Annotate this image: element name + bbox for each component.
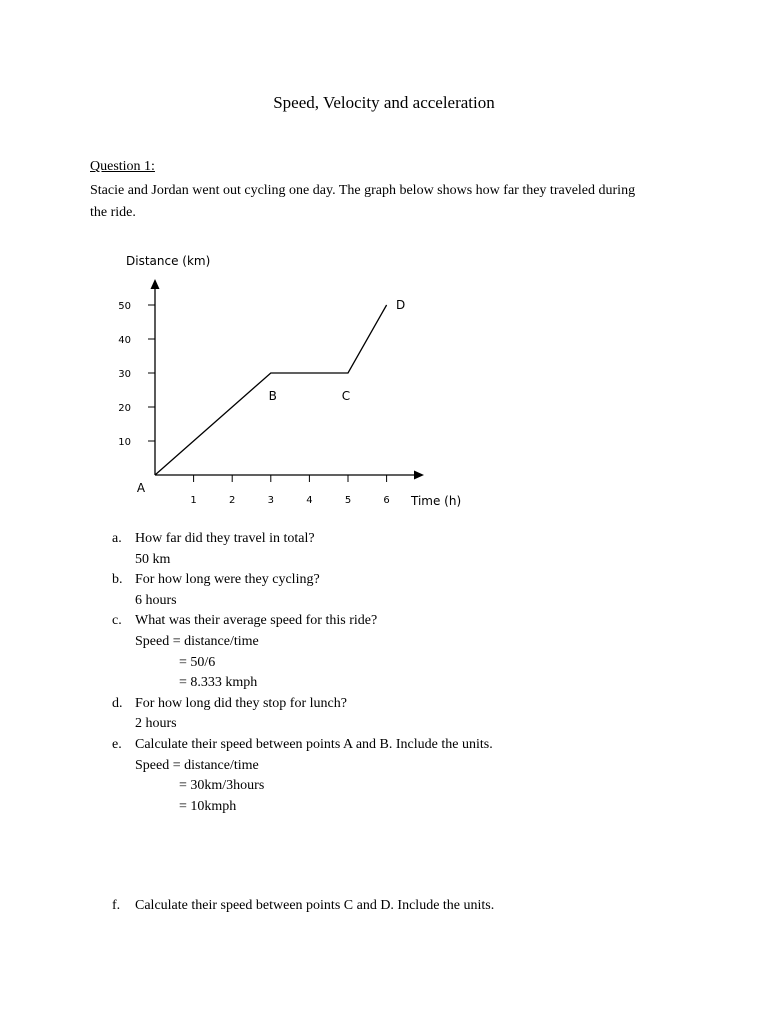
y-tick-label: 10 [118,437,131,448]
point-label: D [395,298,406,312]
item-letter: d. [112,695,123,711]
question-text: Calculate their speed between points C and D. Include the units. [135,898,495,913]
item-body [135,735,672,817]
question-text: For how long were they cycling? [135,572,320,588]
x-axis-arrow [414,471,424,480]
item-body [135,694,672,735]
x-tick-label: 5 [344,495,352,506]
intro-paragraph: Stacie and Jordan went out cycling one day. The graph below shows how far they traveled during the ride. [90,183,636,220]
y-tick-label: 40 [118,335,131,346]
answer-step: = 8.333 kmph [179,675,258,691]
question-text: For how long did they stop for lunch? [135,695,347,711]
answer-step: = 50/6 [179,654,216,670]
answer-text: 2 hours [135,716,177,732]
item-letter: e. [112,736,122,752]
question-item [112,735,672,817]
x-tick-label: 1 [190,495,197,506]
answer-text: 50 km [135,551,171,567]
question-item [112,611,672,693]
answer-text: Speed = distance/time [135,757,259,773]
x-tick-label: 4 [306,495,313,506]
answer-step: = 30km/3hours [179,778,265,794]
question-text: What was their average speed for this ride? [135,613,378,629]
x-tick-label: 6 [383,495,390,506]
x-tick-label: 3 [267,495,274,506]
point-label: A [136,481,146,495]
item-letter: c. [112,613,122,629]
y-axis-label: Distance (km) [126,254,211,268]
answer-step: = 10kmph [179,798,237,814]
item-letter: a. [112,531,122,546]
item-body [135,611,672,693]
answer-text: 6 hours [135,592,177,608]
question-item [112,529,672,570]
item-body [135,570,672,611]
y-tick-label: 20 [118,403,131,414]
y-tick-label: 50 [118,301,131,312]
x-tick-label: 2 [229,495,236,506]
question-list [112,529,672,817]
item-body [135,529,672,570]
point-label: C [341,389,351,403]
item-letter: f. [112,898,121,913]
page-title: Speed, Velocity and acceleration [273,93,495,112]
y-tick-label: 30 [118,369,131,380]
question-text: How far did they travel in total? [135,531,315,546]
question-heading: Question 1: [90,159,155,174]
point-label: B [268,389,277,403]
question-f [112,898,672,914]
item-letter: b. [112,572,123,588]
answer-text: Speed = distance/time [135,633,259,649]
y-axis-arrow [151,279,160,289]
x-axis-label: Time (h) [411,494,462,508]
question-text: Calculate their speed between points A and B. Include the units. [135,736,493,752]
question-item [112,694,672,735]
question-item [112,570,672,611]
